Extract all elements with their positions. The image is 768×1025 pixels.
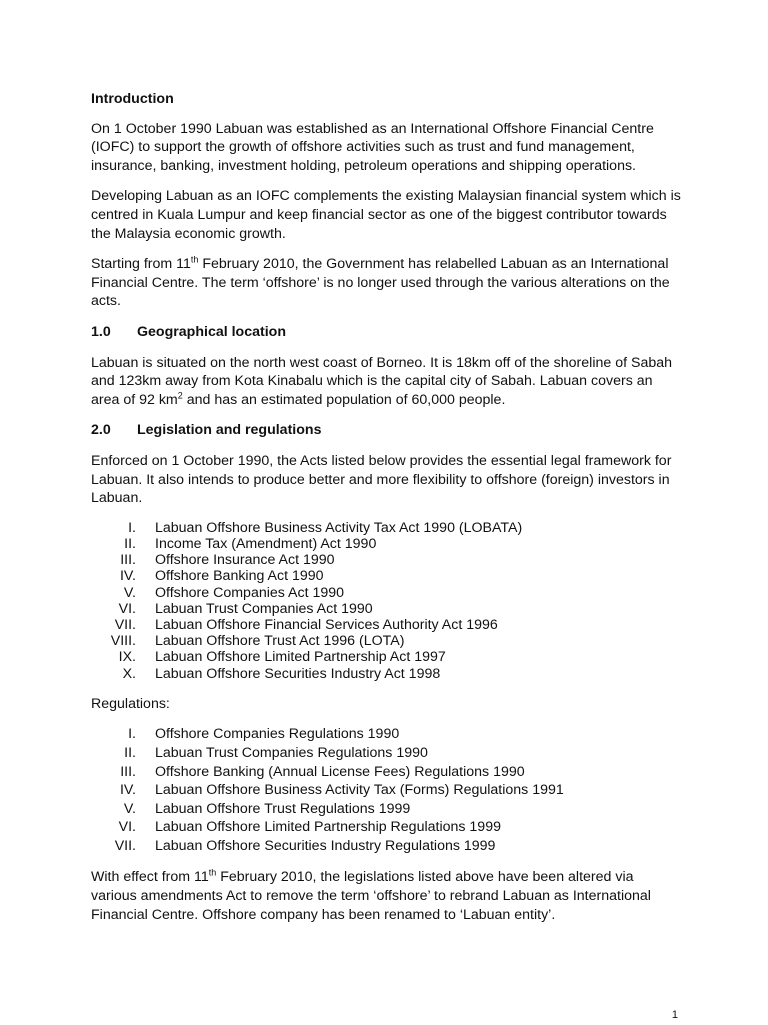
act-item: [110, 633, 681, 650]
regulation-item: [118, 818, 681, 837]
section-legislation-heading: [91, 421, 681, 440]
legislation-paragraph: Enforced on 1 October 1990, the Acts listed below provides the essential legal framework for Labuan. It also intends to produce better and more flexibility to offshore (foreign) investors in Labuan.: [91, 452, 672, 507]
regulation-item-number: II.: [124, 744, 136, 761]
act-item-number: V.: [123, 584, 136, 601]
regulation-item-text: Labuan Offshore Securities Industry Regulations 1999: [155, 837, 496, 854]
act-item: [114, 616, 681, 633]
act-item-text: Income Tax (Amendment) Act 1990: [155, 535, 377, 552]
act-item-number: IV.: [119, 568, 136, 585]
closing-superscript: th: [208, 867, 217, 878]
regulation-item-number: IV.: [119, 782, 136, 799]
section-legislation-number: 2.0: [91, 422, 111, 439]
section-geo-title: Geographical location: [137, 323, 286, 340]
act-item-number: III.: [120, 552, 136, 569]
act-item-text: Labuan Trust Companies Act 1990: [155, 600, 373, 617]
intro-heading: Introduction: [91, 91, 174, 107]
intro-paragraph-3: [91, 255, 681, 311]
acts-list: [110, 519, 681, 682]
act-item: [118, 600, 681, 617]
act-item-number: VI.: [118, 600, 136, 617]
act-item: [119, 568, 681, 585]
act-item-number: X.: [122, 665, 136, 682]
act-item: [118, 649, 681, 666]
geo-p-superscript: 2: [177, 389, 183, 400]
regulation-item: [128, 725, 681, 744]
regulation-item-number: VII.: [114, 837, 136, 854]
document-page: [91, 90, 681, 924]
regulation-item: [123, 800, 681, 819]
act-item-text: Labuan Offshore Trust Act 1996 (LOTA): [155, 633, 405, 650]
regulations-label: Regulations:: [91, 695, 170, 712]
regulation-item-text: Labuan Offshore Limited Partnership Regulations 1999: [155, 819, 501, 836]
intro-p3-start: Starting from 11: [91, 256, 191, 273]
regulations-list: [114, 725, 681, 855]
intro-paragraph-2: Developing Labuan as an IOFC complements the existing Malaysian financial system which is centred in Kuala Lumpur and keep financial sector as one of the biggest contributor towards the Malaysia economic growth.: [91, 188, 681, 242]
closing-start: With effect from 11: [91, 869, 209, 886]
act-item-text: Offshore Insurance Act 1990: [155, 552, 335, 569]
act-item: [122, 665, 681, 682]
act-item: [124, 535, 681, 552]
act-item-number: I.: [128, 519, 136, 536]
page-number: 1: [671, 1009, 678, 1021]
section-legislation-title: Legislation and regulations: [137, 422, 322, 439]
geo-p-start: Labuan is situated on the north west coast of Borneo. It is 18km off of the shoreline of Sabah and 123km away from Kota Kinabalu which is the capital city of Sabah. Labuan covers an area of 92 km: [91, 354, 673, 408]
section-geo-heading: [91, 323, 681, 342]
act-item-text: Labuan Offshore Business Activity Tax Act 1990 (LOBATA): [155, 519, 523, 536]
regulation-item-text: Offshore Banking (Annual License Fees) Regulations 1990: [155, 763, 525, 780]
regulation-item-number: V.: [123, 800, 136, 817]
act-item: [128, 519, 681, 536]
intro-p3-superscript: th: [190, 254, 199, 265]
act-item: [120, 552, 681, 569]
act-item-text: Labuan Offshore Financial Services Authority Act 1996: [155, 616, 498, 633]
regulation-item-text: Labuan Trust Companies Regulations 1990: [155, 744, 428, 761]
regulation-item: [114, 837, 681, 856]
regulation-item-number: VI.: [118, 819, 136, 836]
act-item-text: Labuan Offshore Limited Partnership Act 1997: [155, 649, 446, 666]
regulation-item: [124, 744, 681, 763]
section-geo-number: 1.0: [91, 323, 111, 340]
act-item-number: VIII.: [110, 633, 136, 650]
regulation-item-number: III.: [120, 763, 136, 780]
closing-paragraph: [91, 868, 681, 924]
geo-paragraph: [91, 354, 681, 410]
intro-paragraph-1: On 1 October 1990 Labuan was established as an International Offshore Financial Centre (IOFC) to support the growth of offshore activities such as trust and fund management, insurance, banking, investment holding, petroleum operations and shipping operations.: [91, 120, 654, 174]
regulation-item: [120, 763, 681, 782]
regulation-item: [119, 781, 681, 800]
act-item-text: Labuan Offshore Securities Industry Act 1998: [155, 665, 441, 682]
act-item-number: VII.: [114, 616, 136, 633]
act-item-text: Offshore Banking Act 1990: [155, 568, 324, 585]
act-item-number: IX.: [118, 649, 136, 666]
regulation-item-number: I.: [128, 726, 136, 743]
intro-p3-end: February 2010, the Government has relabelled Labuan as an International Financial Centre. The term ‘offshore’ is no longer used through the various alterations on the acts.: [91, 256, 670, 310]
act-item-number: II.: [124, 535, 136, 552]
regulation-item-text: Labuan Offshore Trust Regulations 1999: [155, 800, 411, 817]
closing-end: February 2010, the legislations listed above have been altered via various amendments Act to remove the term ‘offshore’ to rebrand Labuan as International Financial Centre. Offshore company has been renamed to ‘Labuan entity’.: [91, 869, 651, 923]
act-item: [123, 584, 681, 601]
regulation-item-text: Labuan Offshore Business Activity Tax (Forms) Regulations 1991: [155, 782, 564, 799]
act-item-text: Offshore Companies Act 1990: [155, 584, 345, 601]
geo-p-end: and has an estimated population of 60,000 people.: [182, 391, 506, 408]
regulation-item-text: Offshore Companies Regulations 1990: [155, 726, 400, 743]
